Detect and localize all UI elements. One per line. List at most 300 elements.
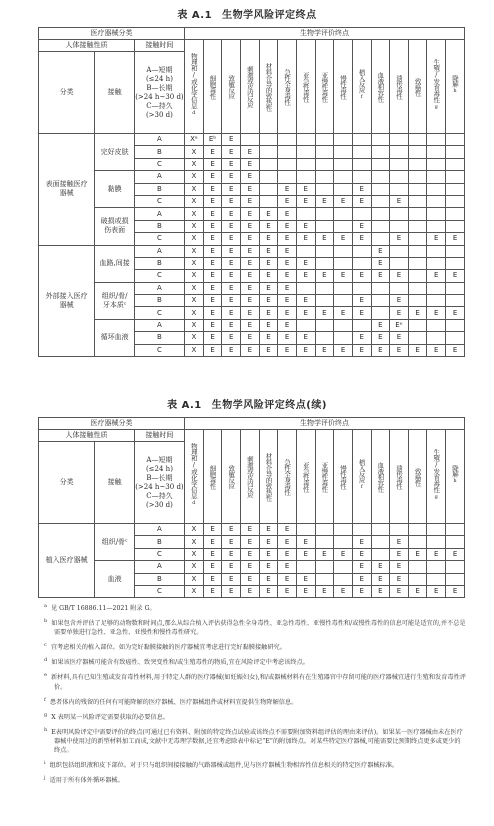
endpoint-note-mark: d: [192, 499, 196, 506]
endpoint-mark-cell: E: [352, 536, 371, 548]
header-row: [39, 430, 465, 442]
endpoint-mark-cell: E: [203, 344, 222, 356]
endpoint-mark-cell: E: [203, 524, 222, 536]
note-text: 适用于所有体外循环器械。: [49, 777, 124, 785]
endpoint-label: 遗传毒性: [394, 74, 403, 99]
endpoint-mark-cell: E: [446, 548, 465, 560]
endpoint-mark-cell: E: [259, 282, 278, 294]
endpoint-label: 致癌性: [413, 467, 422, 486]
endpoint-mark-cell: E: [296, 573, 315, 585]
endpoint-label: 致癌性: [413, 77, 422, 96]
endpoint-mark-cell: E: [203, 146, 222, 158]
duration-legend-line: (>24 h~30 d): [135, 482, 184, 491]
endpoint-mark-cell: E: [352, 295, 371, 307]
endpoint-mark-cell: E: [259, 245, 278, 257]
endpoint-mark-cell: [334, 536, 353, 548]
endpoint-mark-cell: E: [296, 536, 315, 548]
endpoint-mark-cell: [352, 282, 371, 294]
table-note: [42, 696, 466, 707]
duration-cell: B: [134, 183, 184, 195]
endpoint-mark-cell: E: [241, 573, 260, 585]
endpoint-header-14: [427, 430, 446, 524]
duration-cell: B: [134, 573, 184, 585]
note-mark: e: [44, 672, 47, 679]
endpoint-header-4: [241, 430, 260, 524]
endpoint-mark-cell: E: [427, 307, 446, 319]
endpoint-mark-cell: [408, 245, 427, 257]
endpoint-mark-cell: E: [203, 183, 222, 195]
endpoint-mark-cell: E: [352, 220, 371, 232]
table-note: [42, 759, 466, 770]
endpoint-mark-cell: E: [352, 233, 371, 245]
endpoint-mark-cell: [334, 158, 353, 170]
table-caption: 表 A.1 生物学风险评定终点: [177, 10, 317, 21]
endpoint-mark-cell: E: [222, 295, 241, 307]
endpoint-mark-cell: [315, 158, 334, 170]
endpoint-mark-cell: E: [334, 233, 353, 245]
endpoint-mark-cell: E: [241, 524, 260, 536]
endpoint-mark-cell: [278, 146, 297, 158]
note-mark: h: [44, 726, 48, 733]
endpoint-mark-cell: [427, 208, 446, 220]
duration-cell: A: [134, 561, 184, 573]
endpoint-mark-cell: E: [390, 561, 409, 573]
endpoint-mark-cell: E: [278, 245, 297, 257]
endpoint-mark-cell: [315, 295, 334, 307]
endpoint-mark-cell: [371, 282, 390, 294]
endpoint-mark-cell: E: [222, 134, 241, 146]
endpoint-label: 急性全身毒性: [283, 68, 292, 105]
endpoint-header-12: [390, 40, 409, 134]
endpoint-mark-cell: E: [390, 332, 409, 344]
classification-cell: 表面接触医疗器械: [39, 134, 95, 246]
endpoint-mark-cell: E: [352, 195, 371, 207]
device-category-header: 医疗器械分类: [39, 28, 185, 40]
note-text: X 表明某一风险评定需要获取的必要信息。: [51, 713, 169, 721]
endpoint-header-2: [203, 430, 222, 524]
endpoint-mark-cell: X: [184, 319, 203, 331]
endpoint-header-6: [278, 40, 297, 134]
endpoint-mark-cell: E: [278, 295, 297, 307]
endpoint-header-8: [315, 430, 334, 524]
endpoint-mark-cell: [390, 524, 409, 536]
endpoint-mark-cell: E: [222, 146, 241, 158]
endpoint-mark-cell: [259, 158, 278, 170]
endpoint-mark-cell: E: [259, 332, 278, 344]
endpoint-mark-cell: [315, 208, 334, 220]
endpoint-mark-cell: E: [222, 332, 241, 344]
classification-header: 分类: [39, 442, 95, 524]
endpoint-label: 亚慢性毒性: [320, 71, 329, 102]
endpoint-mark-cell: X: [184, 220, 203, 232]
endpoint-mark-cell: E: [390, 270, 409, 282]
endpoint-mark-cell: [446, 319, 465, 331]
endpoint-mark-cell: E: [203, 585, 222, 597]
endpoint-mark-cell: [334, 295, 353, 307]
endpoint-mark-cell: [408, 573, 427, 585]
endpoint-mark-cell: [371, 171, 390, 183]
endpoint-mark-cell: [390, 245, 409, 257]
endpoint-mark-cell: [371, 134, 390, 146]
endpoint-mark-cell: [390, 208, 409, 220]
endpoint-mark-cell: E: [222, 319, 241, 331]
endpoint-mark-cell: E: [241, 295, 260, 307]
table-note: [42, 617, 466, 638]
endpoint-mark-cell: E: [241, 344, 260, 356]
duration-cell: C: [134, 270, 184, 282]
endpoint-note-mark: h: [453, 477, 457, 484]
endpoint-mark-cell: E: [222, 536, 241, 548]
endpoint-header-7: [296, 430, 315, 524]
table-note: [42, 602, 466, 613]
endpoint-mark-cell: Xᵃ: [184, 134, 203, 146]
endpoint-mark-cell: E: [278, 344, 297, 356]
endpoint-header-15: [446, 40, 465, 134]
endpoint-note-mark: f: [360, 93, 363, 100]
endpoint-mark-cell: E: [278, 561, 297, 573]
endpoint-mark-cell: E: [203, 319, 222, 331]
endpoint-mark-cell: E: [446, 233, 465, 245]
endpoint-mark-cell: E: [315, 233, 334, 245]
endpoint-mark-cell: E: [296, 257, 315, 269]
duration-cell: B: [134, 257, 184, 269]
note-mark: i: [44, 760, 46, 767]
endpoint-header-10: [352, 40, 371, 134]
contact-cell: 组织/骨ᶜ: [95, 524, 135, 561]
endpoint-mark-cell: [390, 183, 409, 195]
endpoint-mark-cell: E: [203, 195, 222, 207]
endpoint-label: 材料介导的致热性: [264, 62, 273, 111]
endpoint-label: 亚慢性毒性: [320, 461, 329, 492]
table-row: [39, 282, 465, 294]
endpoint-mark-cell: E: [278, 233, 297, 245]
endpoint-mark-cell: [408, 158, 427, 170]
endpoint-note-mark: g: [434, 493, 438, 500]
endpoint-mark-cell: X: [184, 257, 203, 269]
contact-duration-header: 接触时间: [134, 40, 184, 52]
endpoint-mark-cell: E: [334, 585, 353, 597]
body-contact-nature-header: 人体接触性质: [39, 40, 135, 52]
endpoint-mark-cell: [296, 319, 315, 331]
note-mark: b: [44, 617, 48, 624]
endpoint-mark-cell: X: [184, 195, 203, 207]
endpoint-mark-cell: E: [241, 208, 260, 220]
endpoint-mark-cell: E: [278, 270, 297, 282]
duration-legend-line: A—短期: [146, 65, 173, 74]
endpoint-mark-cell: E: [278, 573, 297, 585]
endpoint-mark-cell: [296, 524, 315, 536]
endpoint-mark-cell: [446, 158, 465, 170]
endpoint-mark-cell: [334, 332, 353, 344]
endpoint-header-5: [259, 40, 278, 134]
endpoint-mark-cell: E: [259, 548, 278, 560]
classification-cell: 植入医疗器械: [39, 524, 95, 598]
table-row: [39, 319, 465, 331]
endpoint-mark-cell: [315, 146, 334, 158]
endpoint-mark-cell: [427, 171, 446, 183]
endpoint-mark-cell: E: [203, 307, 222, 319]
classification-cell: 外部接入医疗器械: [39, 245, 95, 357]
endpoint-mark-cell: E: [259, 208, 278, 220]
endpoint-mark-cell: E: [222, 220, 241, 232]
endpoint-mark-cell: E: [315, 344, 334, 356]
endpoint-mark-cell: [352, 146, 371, 158]
endpoint-mark-cell: [315, 561, 334, 573]
endpoint-label: 生殖/发育毒性: [432, 59, 441, 103]
endpoint-mark-cell: X: [184, 536, 203, 548]
table-note: [42, 641, 466, 652]
table-caption-continued: 表 A.1 生物学风险评定终点(续): [167, 400, 327, 411]
note-text: E表明风险评定中需要评价的终点(可通过已有资料、附加的特定终点试验或该终点不需要附加资料组评估的理由来评估)。如果某一医疗器械由未在医疗器械中使用过的新型材料加工而成,文献中无毒理学数据,还宜考虑除表中标记“E”的附加终点。对某些特定医疗器械,可能需要比预期终点更多或更少的终点。: [51, 728, 463, 755]
endpoint-mark-cell: [296, 158, 315, 170]
endpoint-mark-cell: E: [278, 257, 297, 269]
duration-cell: A: [134, 319, 184, 331]
header-row: [39, 28, 465, 40]
endpoint-mark-cell: E: [278, 548, 297, 560]
endpoint-mark-cell: E: [278, 319, 297, 331]
endpoint-mark-cell: [296, 561, 315, 573]
endpoint-mark-cell: E: [296, 195, 315, 207]
endpoint-mark-cell: [408, 146, 427, 158]
note-mark: a: [44, 603, 47, 609]
endpoint-mark-cell: E: [222, 233, 241, 245]
endpoint-mark-cell: E: [203, 270, 222, 282]
table-row: [39, 561, 465, 573]
endpoint-mark-cell: E: [446, 585, 465, 597]
duration-cell: B: [134, 332, 184, 344]
endpoint-label: 亚急性毒性: [301, 461, 310, 492]
endpoint-mark-cell: E: [241, 146, 260, 158]
endpoint-mark-cell: [371, 307, 390, 319]
endpoint-mark-cell: [352, 524, 371, 536]
table-row: [39, 171, 465, 183]
endpoint-mark-cell: E: [427, 270, 446, 282]
endpoint-mark-cell: [352, 134, 371, 146]
endpoint-mark-cell: [427, 332, 446, 344]
endpoint-header-1: [184, 430, 203, 524]
endpoint-mark-cell: E: [222, 270, 241, 282]
endpoint-mark-cell: E: [259, 233, 278, 245]
endpoint-mark-cell: E: [278, 208, 297, 220]
endpoint-mark-cell: E: [222, 245, 241, 257]
note-mark: c: [44, 642, 47, 649]
contact-cell: 黏膜: [95, 171, 135, 208]
endpoint-mark-cell: E: [315, 270, 334, 282]
duration-cell: A: [134, 245, 184, 257]
endpoint-mark-cell: E: [203, 573, 222, 585]
endpoint-mark-cell: E: [222, 183, 241, 195]
endpoint-mark-cell: E: [203, 245, 222, 257]
duration-cell: B: [134, 536, 184, 548]
contact-cell: 完好皮肤: [95, 134, 135, 171]
endpoint-mark-cell: E: [222, 195, 241, 207]
endpoint-mark-cell: [334, 183, 353, 195]
endpoint-mark-cell: [408, 208, 427, 220]
duration-cell: A: [134, 134, 184, 146]
endpoint-mark-cell: X: [184, 208, 203, 220]
endpoint-mark-cell: [446, 257, 465, 269]
endpoint-mark-cell: E: [352, 585, 371, 597]
duration-legend-line: (>24 h~30 d): [135, 92, 184, 101]
endpoint-mark-cell: E: [259, 220, 278, 232]
body-contact-nature-header: 人体接触性质: [39, 430, 135, 442]
endpoint-mark-cell: E: [371, 344, 390, 356]
endpoint-header-10: [352, 430, 371, 524]
endpoint-mark-cell: X: [184, 295, 203, 307]
endpoint-mark-cell: [296, 146, 315, 158]
endpoint-label: 物理和/或化学信息: [189, 443, 198, 499]
endpoint-label: 遗传毒性: [394, 464, 403, 489]
endpoint-mark-cell: [371, 158, 390, 170]
table-note: [42, 774, 466, 785]
endpoint-mark-cell: E: [259, 319, 278, 331]
endpoint-mark-cell: E: [390, 536, 409, 548]
endpoint-mark-cell: X: [184, 245, 203, 257]
table-row: [39, 134, 465, 146]
endpoint-mark-cell: [408, 524, 427, 536]
classification-header: 分类: [39, 52, 95, 134]
endpoint-label: 致敏反应: [227, 74, 236, 99]
duration-cell: B: [134, 146, 184, 158]
endpoint-mark-cell: X: [184, 561, 203, 573]
endpoint-mark-cell: E: [352, 344, 371, 356]
endpoint-mark-cell: X: [184, 146, 203, 158]
endpoint-mark-cell: [427, 524, 446, 536]
duration-cell: C: [134, 548, 184, 560]
endpoint-mark-cell: [408, 171, 427, 183]
endpoint-mark-cell: [278, 171, 297, 183]
endpoint-mark-cell: [352, 158, 371, 170]
endpoint-label: 材料介导的致热性: [264, 452, 273, 501]
duration-cell: A: [134, 171, 184, 183]
endpoint-mark-cell: E: [390, 295, 409, 307]
endpoint-header-7: [296, 40, 315, 134]
endpoint-mark-cell: X: [184, 573, 203, 585]
endpoint-mark-cell: [427, 245, 446, 257]
endpoint-mark-cell: [296, 208, 315, 220]
note-text: 如果包含并评估了足够的动物数和时间点,那么从综合植入评估获得急性全身毒性、亚急性毒性、亚慢性毒性和/或慢性毒性的信息可能是适宜的,并不总是需要单独进行急性、亚急性、亚慢性和慢性毒性研究。: [51, 620, 466, 637]
endpoint-mark-cell: E: [278, 524, 297, 536]
table-row: [39, 245, 465, 257]
endpoint-mark-cell: E: [278, 332, 297, 344]
endpoint-mark-cell: E: [278, 220, 297, 232]
endpoint-mark-cell: [446, 195, 465, 207]
endpoint-mark-cell: E: [241, 245, 260, 257]
endpoint-mark-cell: [315, 536, 334, 548]
endpoint-mark-cell: [390, 257, 409, 269]
duration-cell: A: [134, 208, 184, 220]
endpoint-mark-cell: E: [371, 319, 390, 331]
endpoint-note-mark: f: [360, 483, 363, 490]
endpoint-mark-cell: E: [390, 548, 409, 560]
endpoint-mark-cell: E: [334, 548, 353, 560]
endpoint-mark-cell: E: [203, 257, 222, 269]
endpoint-label: 物理和/或化学信息: [189, 53, 198, 109]
endpoint-mark-cell: [390, 158, 409, 170]
endpoint-header-13: [408, 430, 427, 524]
endpoint-mark-cell: [408, 561, 427, 573]
endpoint-header-2: [203, 40, 222, 134]
endpoint-mark-cell: E: [241, 158, 260, 170]
endpoint-mark-cell: [296, 171, 315, 183]
header-row: [39, 40, 465, 52]
endpoint-mark-cell: [334, 319, 353, 331]
endpoint-label: 慢性毒性: [339, 74, 348, 99]
endpoint-mark-cell: [371, 536, 390, 548]
endpoint-mark-cell: E: [222, 344, 241, 356]
endpoint-mark-cell: E: [371, 270, 390, 282]
endpoint-mark-cell: E: [203, 548, 222, 560]
endpoint-mark-cell: E: [371, 257, 390, 269]
endpoint-mark-cell: E: [203, 208, 222, 220]
endpoint-mark-cell: E: [222, 158, 241, 170]
endpoint-mark-cell: X: [184, 233, 203, 245]
endpoint-mark-cell: [278, 134, 297, 146]
note-text: 患者体内的残留的任何有可能降解的医疗器械、医疗器械组件或材料宜提供生物降解信息。: [49, 698, 298, 706]
endpoint-mark-cell: [315, 183, 334, 195]
duration-legend-line: C—持久: [146, 101, 173, 110]
endpoint-mark-cell: [315, 332, 334, 344]
endpoint-mark-cell: E: [241, 195, 260, 207]
endpoint-mark-cell: [259, 146, 278, 158]
table-note: [42, 656, 466, 667]
endpoint-mark-cell: [315, 257, 334, 269]
endpoint-mark-cell: Eᵇ: [203, 134, 222, 146]
note-text: 新材料,具有已知生殖或发育毒性材料,用于特定人群的医疗器械(如妊娠妇女),和/或器械材料有在生殖器官中存留可能的医疗器械宜进行生殖和发育毒性评价。: [50, 674, 466, 691]
endpoint-mark-cell: [446, 332, 465, 344]
endpoint-mark-cell: X: [184, 585, 203, 597]
endpoint-mark-cell: E: [278, 195, 297, 207]
endpoint-mark-cell: [352, 208, 371, 220]
endpoint-mark-cell: E: [241, 307, 260, 319]
endpoint-mark-cell: [334, 146, 353, 158]
endpoint-mark-cell: [259, 171, 278, 183]
endpoint-label: 降解: [451, 464, 460, 477]
endpoint-mark-cell: E: [390, 585, 409, 597]
endpoint-mark-cell: [371, 524, 390, 536]
contact-duration-header: 接触时间: [134, 430, 184, 442]
endpoint-mark-cell: [408, 183, 427, 195]
endpoint-table-continued: [38, 417, 465, 598]
endpoint-mark-cell: E: [241, 332, 260, 344]
endpoint-mark-cell: E: [427, 233, 446, 245]
contact-header: 接触: [95, 442, 135, 524]
endpoint-mark-cell: [446, 561, 465, 573]
endpoint-mark-cell: [446, 146, 465, 158]
endpoint-label: 植入反应: [357, 68, 366, 93]
endpoint-header-11: [371, 430, 390, 524]
endpoint-label: 急性全身毒性: [283, 458, 292, 495]
endpoint-mark-cell: E: [241, 282, 260, 294]
endpoint-mark-cell: E: [203, 561, 222, 573]
endpoint-note-mark: d: [192, 109, 196, 116]
endpoint-mark-cell: [296, 282, 315, 294]
endpoint-mark-cell: [315, 573, 334, 585]
endpoint-mark-cell: [427, 195, 446, 207]
endpoint-mark-cell: E: [296, 183, 315, 195]
endpoint-mark-cell: X: [184, 344, 203, 356]
endpoint-mark-cell: E: [315, 585, 334, 597]
endpoint-mark-cell: [446, 295, 465, 307]
endpoint-mark-cell: E: [259, 524, 278, 536]
endpoint-mark-cell: E: [241, 585, 260, 597]
endpoint-mark-cell: [408, 220, 427, 232]
endpoint-mark-cell: E: [315, 548, 334, 560]
endpoint-mark-cell: E: [352, 270, 371, 282]
endpoint-mark-cell: [315, 171, 334, 183]
endpoint-mark-cell: E: [222, 548, 241, 560]
duration-legend-line: B—长期: [146, 83, 173, 92]
